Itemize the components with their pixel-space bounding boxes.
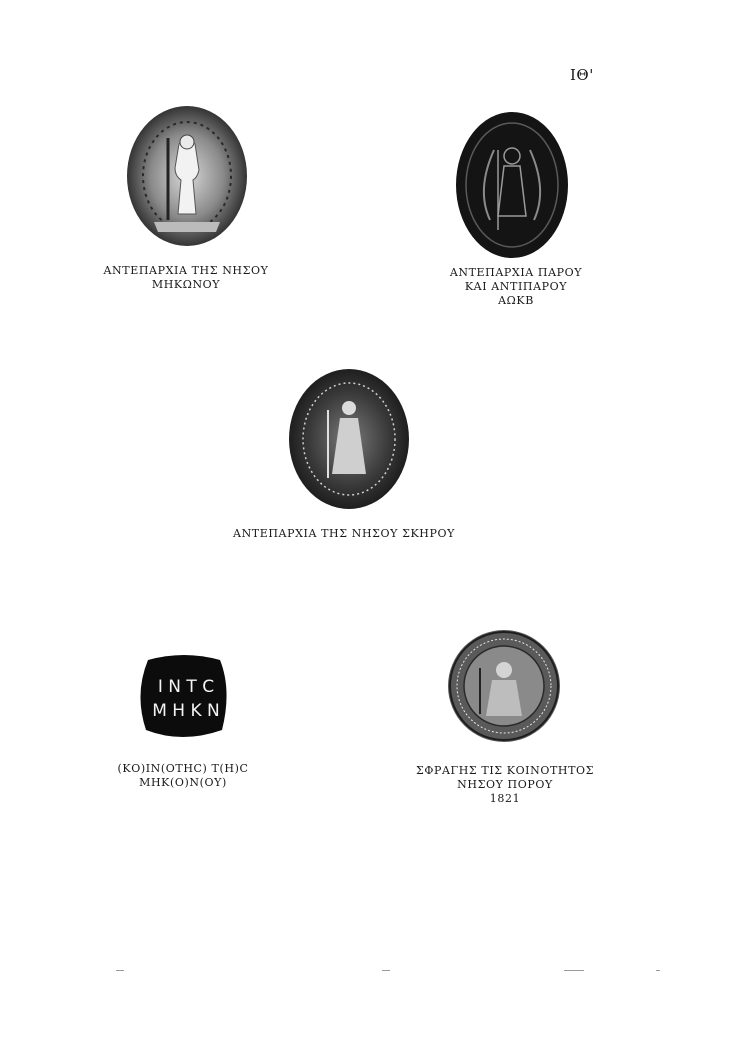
page-number: ΙΘ': [570, 66, 594, 84]
caption-line: ΑΩΚΒ: [498, 294, 534, 307]
caption-line: ΝΗΣΟΥ ΠΟΡΟΥ: [457, 778, 553, 791]
caption-line: ΜΗΚΩΝΟΥ: [151, 278, 221, 291]
scan-mark: [656, 970, 660, 971]
scan-mark: [564, 970, 584, 971]
seal-image-poros-community: [446, 628, 562, 744]
seal-image-mykonos-eparchy: [124, 104, 250, 248]
caption-line: (ΚΟ)ΙΝ(ΟΤΗϹ) Τ(Η)Ϲ: [117, 762, 249, 775]
seal-image-paros-antiparos: [454, 110, 570, 260]
scan-mark: [382, 970, 390, 971]
caption-line: ΑΝΤΕΠΑΡΧΙΑ ΤΗΣ ΝΗΣΟΥ: [103, 264, 269, 277]
caption-mykonos-community: [98, 762, 268, 790]
scan-mark: [116, 970, 124, 971]
caption-line: ΑΝΤΕΠΑΡΧΙΑ ΤΗΣ ΝΗΣΟΥ ΣΚΗΡΟΥ: [233, 527, 455, 540]
caption-paros-antiparos: [426, 266, 606, 308]
caption-line: ΑΝΤΕΠΑΡΧΙΑ ΠΑΡΟΥ: [449, 266, 583, 279]
caption-line: ΚΑΙ ΑΝΤΙΠΑΡΟΥ: [464, 280, 568, 293]
caption-mykonos-eparchy: [96, 264, 276, 292]
caption-line: ΜΗΚ(Ο)Ν(ΟΥ): [139, 776, 227, 789]
stamp-letters-bottom: Μ Η Κ Ν: [152, 701, 220, 721]
caption-skyros-eparchy: [214, 527, 474, 541]
caption-poros-community: [400, 764, 610, 806]
seal-image-mykonos-community: [134, 650, 234, 742]
caption-line: ΣΦΡΑΓΗΣ ΤΙΣ ΚΟΙΝΟΤΗΤΟΣ: [415, 764, 595, 777]
seal-image-skyros-eparchy: [286, 366, 412, 512]
caption-line: 1821: [489, 792, 521, 805]
stamp-letters-top: Ι Ν Τ Ϲ: [157, 677, 215, 697]
